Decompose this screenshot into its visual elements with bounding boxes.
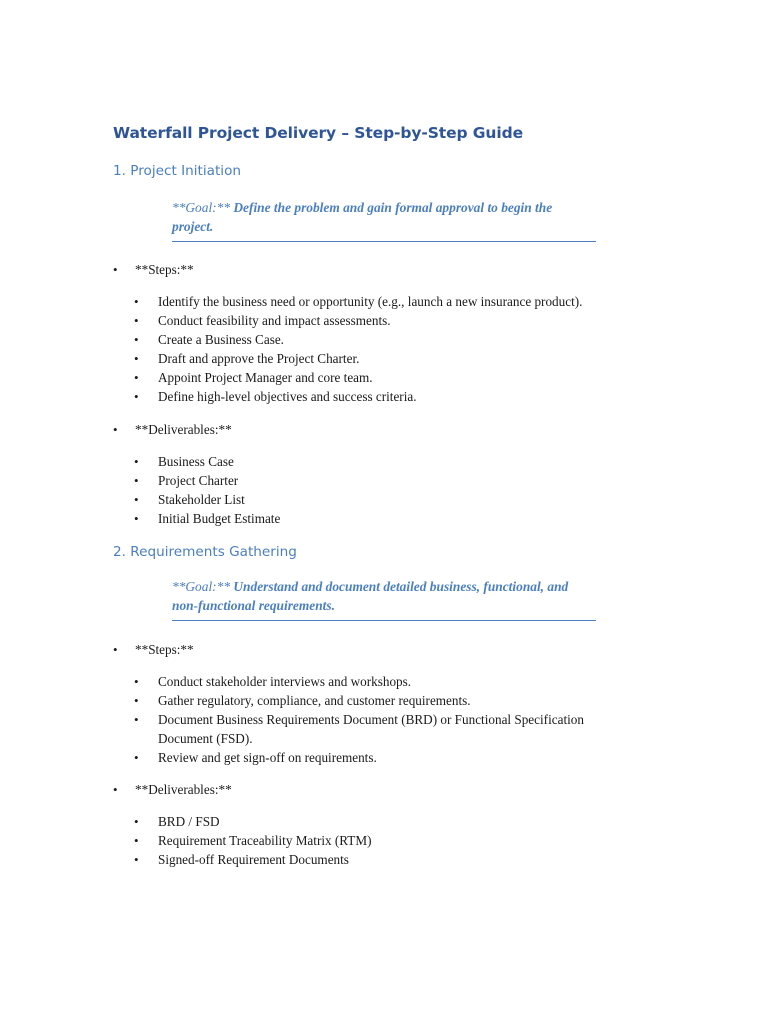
goal-prefix: **Goal:** bbox=[172, 579, 231, 594]
steps-label: **Steps:** bbox=[135, 642, 194, 657]
deliverables-label-item bbox=[113, 420, 232, 439]
deliverables-label: **Deliverables:** bbox=[135, 422, 232, 437]
bullet-glyph: • bbox=[134, 674, 139, 689]
list-item bbox=[134, 452, 654, 471]
list-item bbox=[134, 292, 654, 311]
list-item-text: Business Case bbox=[158, 454, 234, 469]
bullet-glyph: • bbox=[134, 294, 139, 309]
goal-quote-requirements-gathering bbox=[172, 577, 596, 621]
list-item bbox=[134, 330, 654, 349]
bullet-glyph: • bbox=[134, 370, 139, 385]
list-item-text: Document Business Requirements Document (BRD) or Functional Specification Document (FSD). bbox=[158, 712, 584, 746]
bullet-glyph: • bbox=[134, 454, 139, 469]
bullet-glyph: • bbox=[113, 782, 118, 797]
steps-list-project-initiation bbox=[134, 292, 654, 406]
list-item bbox=[134, 509, 654, 528]
bullet-glyph: • bbox=[134, 712, 139, 727]
list-item bbox=[134, 710, 624, 748]
page-title: Waterfall Project Delivery – Step-by-Step Guide bbox=[113, 124, 523, 142]
list-item bbox=[134, 748, 624, 767]
bullet-glyph: • bbox=[134, 833, 139, 848]
section-heading-requirements-gathering: 2. Requirements Gathering bbox=[113, 544, 297, 560]
list-item-text: Project Charter bbox=[158, 473, 239, 488]
list-item-text: Review and get sign-off on requirements. bbox=[158, 750, 377, 765]
list-item bbox=[134, 672, 624, 691]
list-item bbox=[134, 812, 654, 831]
steps-label-item bbox=[113, 260, 194, 279]
bullet-glyph: • bbox=[113, 642, 118, 657]
bullet-glyph: • bbox=[113, 262, 118, 277]
bullet-glyph: • bbox=[134, 511, 139, 526]
deliverables-list-project-initiation bbox=[134, 452, 654, 528]
bullet-glyph: • bbox=[134, 313, 139, 328]
bullet-glyph: • bbox=[134, 389, 139, 404]
list-item bbox=[134, 831, 654, 850]
list-item-text: Create a Business Case. bbox=[158, 332, 284, 347]
list-item-text: Signed-off Requirement Documents bbox=[158, 852, 349, 867]
list-item-text: Conduct stakeholder interviews and workshops. bbox=[158, 674, 412, 689]
bullet-glyph: • bbox=[134, 852, 139, 867]
bullet-glyph: • bbox=[134, 814, 139, 829]
deliverables-list-requirements-gathering bbox=[134, 812, 654, 869]
list-item-text: Appoint Project Manager and core team. bbox=[158, 370, 373, 385]
goal-text: Understand and document detailed business, functional, and non-functional requirements. bbox=[172, 579, 569, 613]
steps-label-item bbox=[113, 640, 194, 659]
list-item-text: Requirement Traceability Matrix (RTM) bbox=[158, 833, 372, 848]
steps-list-requirements-gathering bbox=[134, 672, 624, 767]
list-item bbox=[134, 349, 654, 368]
list-item-text: Define high-level objectives and success criteria. bbox=[158, 389, 417, 404]
list-item bbox=[134, 471, 654, 490]
bullet-glyph: • bbox=[134, 750, 139, 765]
bullet-glyph: • bbox=[113, 422, 118, 437]
list-item-text: Stakeholder List bbox=[158, 492, 245, 507]
steps-label: **Steps:** bbox=[135, 262, 194, 277]
bullet-glyph: • bbox=[134, 351, 139, 366]
list-item-text: Initial Budget Estimate bbox=[158, 511, 281, 526]
list-item-text: Gather regulatory, compliance, and customer requirements. bbox=[158, 693, 471, 708]
list-item bbox=[134, 691, 624, 710]
bullet-glyph: • bbox=[134, 473, 139, 488]
bullet-glyph: • bbox=[134, 332, 139, 347]
list-item bbox=[134, 368, 654, 387]
goal-prefix: **Goal:** bbox=[172, 200, 231, 215]
deliverables-label-item bbox=[113, 780, 232, 799]
list-item bbox=[134, 850, 654, 869]
list-item bbox=[134, 490, 654, 509]
list-item-text: Conduct feasibility and impact assessments. bbox=[158, 313, 391, 328]
goal-quote-project-initiation bbox=[172, 198, 596, 242]
section-heading-project-initiation: 1. Project Initiation bbox=[113, 163, 241, 179]
bullet-glyph: • bbox=[134, 693, 139, 708]
list-item-text: Draft and approve the Project Charter. bbox=[158, 351, 360, 366]
list-item-text: BRD / FSD bbox=[158, 814, 220, 829]
list-item bbox=[134, 311, 654, 330]
bullet-glyph: • bbox=[134, 492, 139, 507]
goal-text: Define the problem and gain formal approval to begin the project. bbox=[172, 200, 553, 234]
list-item bbox=[134, 387, 654, 406]
list-item-text: Identify the business need or opportunity (e.g., launch a new insurance product). bbox=[158, 294, 583, 309]
deliverables-label: **Deliverables:** bbox=[135, 782, 232, 797]
